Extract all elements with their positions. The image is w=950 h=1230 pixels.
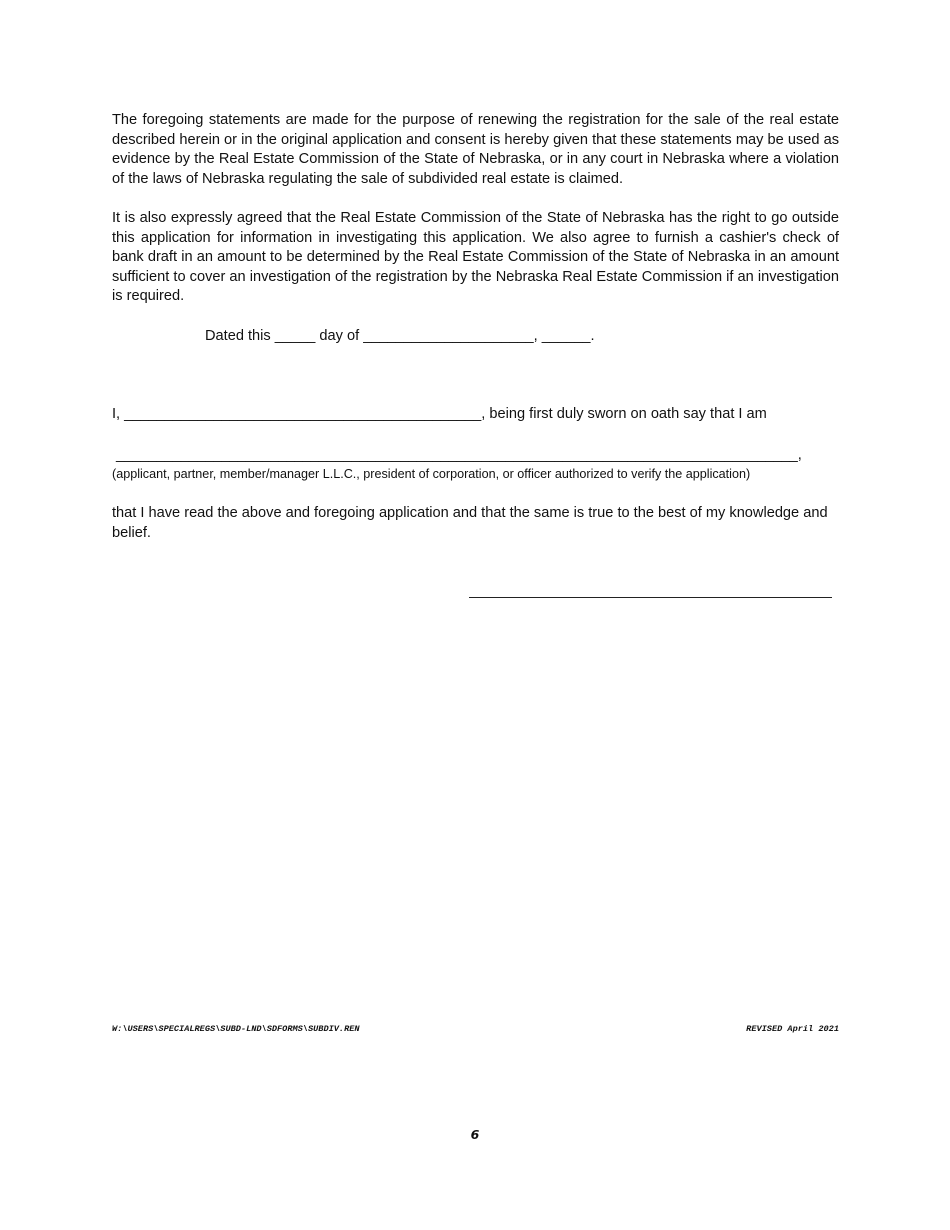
role-caption: (applicant, partner, member/manager L.L.C., president of corporation, or officer authorized to verify the application)	[112, 467, 751, 481]
purpose-statement-paragraph: The foregoing statements are made for the purpose of renewing the registration for the sale of the real estate described herein or in the original application and consent is hereby given that these statements may be used as evidence by the Real Estate Commission of the State of Nebraska, or in any court in Nebraska where a violation of the laws of Nebraska regulating the sale of subdivided real estate is claimed.	[112, 112, 839, 187]
role-blank-line: ____________________________________________________________________________________,	[116, 447, 802, 463]
signature-line	[469, 597, 832, 598]
footer-file-path: W:\USERS\SPECIALREGS\SUBD-LND\SDFORMS\SUBDIV.REN	[112, 1024, 360, 1034]
verification-paragraph: that I have read the above and foregoing application and that the same is true to the best of my knowledge and belief.	[112, 505, 828, 541]
dated-line: Dated this _____ day of _____________________, ______.	[205, 328, 595, 344]
oath-name-line: I, ____________________________________________, being first duly sworn on oath say that I am	[112, 406, 767, 422]
page-number: 6	[470, 1127, 480, 1142]
footer-revised-date: REVISED April 2021	[746, 1024, 839, 1034]
investigation-agreement-paragraph: It is also expressly agreed that the Real Estate Commission of the State of Nebraska has the right to go outside this application for information in investigating this application. We also agree to furnish a cashier's check of bank draft in an amount to be determined by the Real Estate Commission of the State of Nebraska in an amount sufficient to cover an investigation of the registration by the Nebraska Real Estate Commission if an investigation is required.	[112, 210, 839, 305]
